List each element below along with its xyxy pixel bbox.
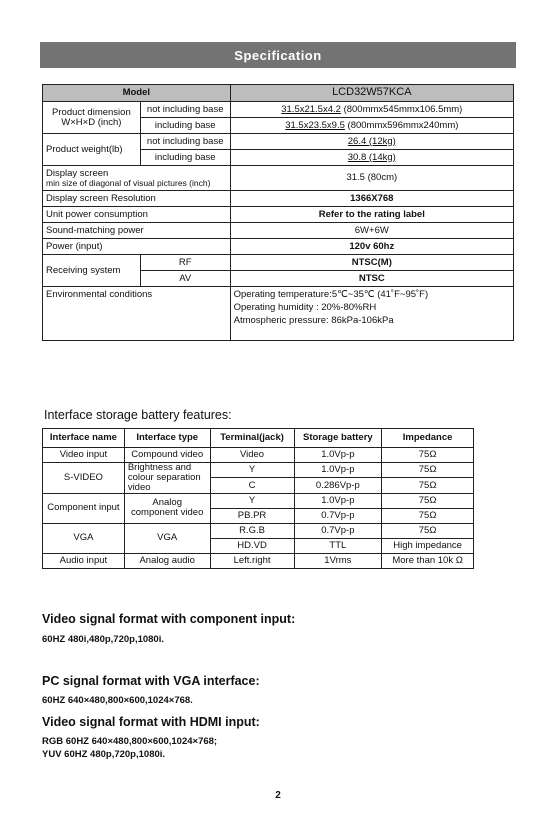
cell-impedance: 75Ω [382, 463, 474, 478]
power-label: Power (input) [43, 239, 231, 255]
header-impedance: Impedance [382, 429, 474, 448]
table-row [43, 134, 514, 150]
cell-vga-name: VGA [43, 523, 125, 553]
cell-rgb-level: 0.7Vp-p [294, 523, 382, 538]
component-format-line: 60HZ 480i,480p,720p,1080i. [42, 634, 164, 645]
banner-title: Specification [234, 47, 322, 63]
table-row [43, 166, 514, 191]
display-label [43, 166, 231, 191]
interface-table [42, 428, 474, 569]
cell-analog-component: Analog component video [124, 493, 210, 523]
cell-hdvd: HD.VD [210, 538, 294, 553]
cell-high-impedance: High impedance [382, 538, 474, 553]
vga-format-title: PC signal format with VGA interface: [42, 674, 260, 688]
table-row [43, 85, 514, 102]
display-value: 31.5 (80cm) [230, 166, 513, 191]
not-incl-base-label: not including base [140, 134, 230, 150]
dim-not-incl-inch: 31.5x21.5x4.2 [281, 103, 341, 115]
table-row [43, 429, 474, 448]
header-storage-battery: Storage battery [294, 429, 382, 448]
env-label: Environmental conditions [43, 287, 231, 341]
dim-not-incl-mm: (800mmx545mmx106.5mm) [343, 103, 463, 115]
unit-power-label: Unit power consumption [43, 207, 231, 223]
component-format-title: Video signal format with component input: [42, 612, 296, 626]
dim-incl-value [230, 118, 513, 134]
resolution-value: 1366X768 [230, 191, 513, 207]
header-interface-type: Interface type [124, 429, 210, 448]
specification-table [42, 84, 514, 341]
cell-brightness-type: Brightness and colour separation video [124, 463, 210, 494]
hdmi-format-title: Video signal format with HDMI input: [42, 715, 260, 729]
model-value: LCD32W57KCA [230, 85, 513, 102]
display-label-line-1: Display screen [46, 167, 109, 179]
cell-ttl: TTL [294, 538, 382, 553]
weight-label: Product weight(lb) [43, 134, 141, 166]
vga-format-line: 60HZ 640×480,800×600,1024×768. [42, 695, 193, 706]
cell-composite-video: Compound video [124, 448, 210, 463]
receiving-label: Receiving system [43, 255, 141, 287]
dim-not-incl-value [230, 102, 513, 118]
cell-video: Video [210, 448, 294, 463]
cell-impedance: 75Ω [382, 493, 474, 508]
cell-video-level: 1.0Vp-p [294, 448, 382, 463]
cell-vga-type: VGA [124, 523, 210, 553]
resolution-label: Display screen Resolution [43, 191, 231, 207]
cell-component-input: Component input [43, 493, 125, 523]
table-row [43, 239, 514, 255]
av-label: AV [140, 271, 230, 287]
power-value: 120v 60hz [230, 239, 513, 255]
model-header: Model [43, 85, 231, 102]
hdmi-format-line-1: RGB 60HZ 640×480,800×600,1024×768; [42, 736, 218, 747]
cell-impedance: 75Ω [382, 508, 474, 523]
hdmi-format-line-2: YUV 60HZ 480p,720p,1080i. [42, 749, 166, 760]
header-interface-name: Interface name [43, 429, 125, 448]
cell-more-than: More than 10k Ω [382, 553, 474, 568]
cell-y: Y [210, 493, 294, 508]
rf-value: NTSC(M) [230, 255, 513, 271]
incl-base-label: including base [140, 150, 230, 166]
cell-pbpr: PB.PR [210, 508, 294, 523]
cell-left-right: Left.right [210, 553, 294, 568]
cell-audio-input: Audio input [43, 553, 125, 568]
table-row [43, 448, 474, 463]
rf-label: RF [140, 255, 230, 271]
env-line-3: Atmospheric pressure: 86kPa-106kPa [233, 314, 394, 326]
sound-label: Sound-matching power [43, 223, 231, 239]
unit-power-value: Refer to the rating label [230, 207, 513, 223]
dim-incl-inch: 31.5x23.5x9.5 [285, 119, 345, 131]
display-label-line-2: min size of diagonal of visual pictures (inch) [46, 177, 211, 188]
not-incl-base-label: not including base [140, 102, 230, 118]
table-row [43, 287, 514, 341]
env-line-1: Operating temperature:5℃~35℃ (41˚F~95˚F) [233, 289, 429, 300]
weight-incl-value: 30.8 (14kg) [230, 150, 513, 166]
cell-impedance: 75Ω [382, 448, 474, 463]
specification-banner [40, 42, 516, 68]
cell-rgb: R.G.B [210, 523, 294, 538]
interface-title: Interface storage battery features: [44, 408, 232, 422]
cell-y-level: 1.0Vp-p [294, 463, 382, 478]
dim-incl-mm: (800mmx596mmx240mm) [347, 119, 459, 131]
cell-vrms: 1Vrms [294, 553, 382, 568]
table-row [43, 255, 514, 271]
cell-pbpr-level: 0.7Vp-p [294, 508, 382, 523]
header-terminal: Terminal(jack) [210, 429, 294, 448]
sound-value: 6W+6W [230, 223, 513, 239]
page-number: 2 [275, 790, 281, 801]
dimension-label: Product dimension W×H×D (inch) [43, 102, 141, 134]
env-value [230, 287, 513, 341]
cell-impedance: 75Ω [382, 478, 474, 493]
table-row [43, 223, 514, 239]
cell-c-level: 0.286Vp-p [294, 478, 382, 493]
av-value: NTSC [230, 271, 513, 287]
cell-impedance: 75Ω [382, 523, 474, 538]
weight-not-incl-value: 26.4 (12kg) [230, 134, 513, 150]
table-row [43, 191, 514, 207]
cell-analog-audio: Analog audio [124, 553, 210, 568]
cell-y-level: 1.0Vp-p [294, 493, 382, 508]
incl-base-label: including base [140, 118, 230, 134]
table-row [43, 553, 474, 568]
table-row [43, 523, 474, 538]
cell-y: Y [210, 463, 294, 478]
table-row [43, 207, 514, 223]
cell-c: C [210, 478, 294, 493]
table-row [43, 463, 474, 478]
env-line-2: Operating humidity : 20%-80%RH [233, 301, 377, 313]
table-row [43, 102, 514, 118]
table-row [43, 493, 474, 508]
cell-video-input: Video input [43, 448, 125, 463]
cell-svideo: S-VIDEO [43, 463, 125, 494]
